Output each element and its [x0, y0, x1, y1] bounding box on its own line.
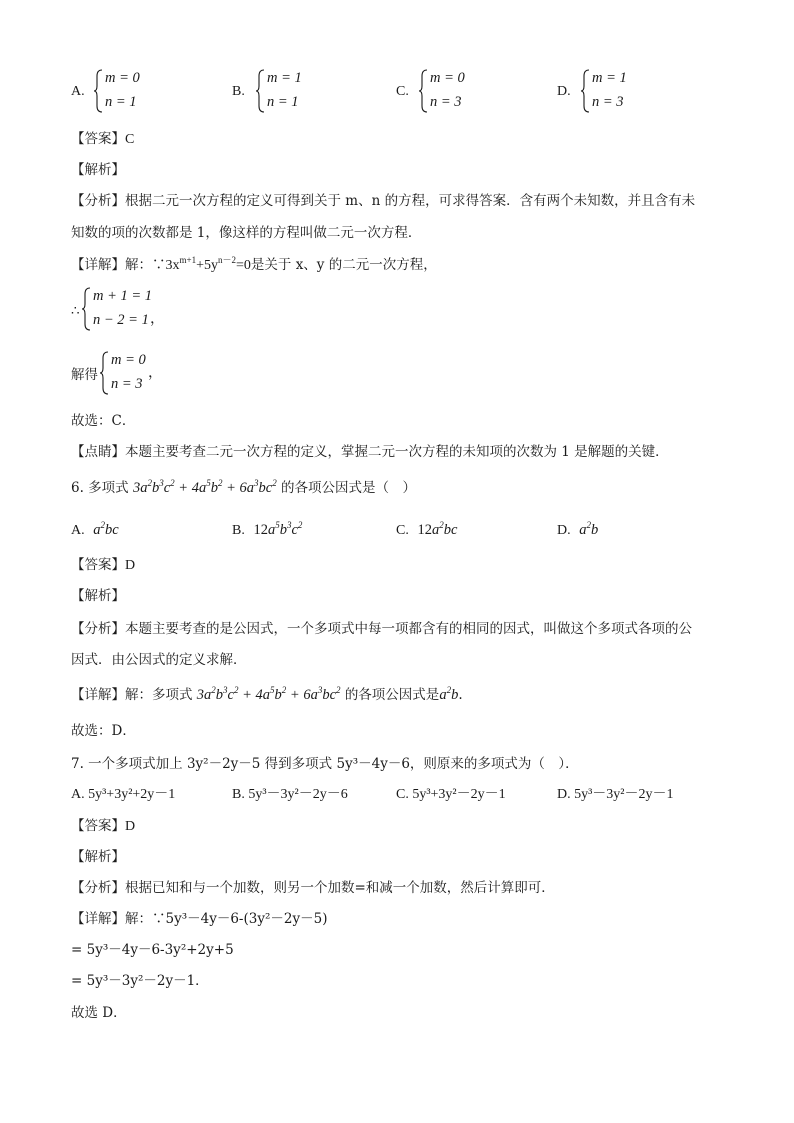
dianjing-tag: 【点睛】: [71, 444, 125, 460]
detail-tag: 【详解】: [71, 687, 125, 703]
q7-choose: 故选 D．: [71, 1005, 127, 1021]
answer-value: D: [125, 558, 136, 573]
q6-fenxi-line2: 因式．由公因式的定义求解．: [71, 652, 247, 668]
q6-stem: 6. 多项式 $3a^2b^3c^2 + 4a^5b^2 + 6a^3bc^2$ 的各项公因式是（ ）: [71, 478, 416, 496]
left-brace-icon: [82, 286, 92, 332]
q5-answer: [71, 130, 134, 149]
answer-tag: 【答案】: [71, 131, 125, 147]
equation-system: m = 1 n = 3: [581, 68, 641, 114]
fenxi-tag: 【分析】: [71, 880, 125, 896]
left-brace-icon: [94, 68, 104, 114]
q6-option-b: B. $12a^5b^3c^2$: [232, 520, 303, 538]
polynomial: $3a^2b^3c^2 + 4a^5b^2 + 6a^3bc^2$: [132, 478, 277, 496]
q7-analysis-tag: 【解析】: [71, 849, 125, 865]
equation-system-therefore: m + 1 = 1 n − 2 = 1 ，: [82, 286, 182, 332]
q5-detail: 【详解】解：$\because 3x^{m+1}+5y^{n-2}=0$是关于 x、y 的二元一次方程，: [71, 255, 437, 273]
answer-tag: 【答案】: [71, 818, 125, 834]
left-brace-icon: [256, 68, 266, 114]
polynomial: $3a^2b^3c^2 + 4a^5b^2 + 6a^3bc^2$: [196, 685, 341, 703]
q7-option-b: B. 5y³－3y²－2y－6: [232, 787, 348, 802]
left-brace-icon: [581, 68, 591, 114]
q5-option-letter: A.: [71, 84, 85, 99]
q5-dianjing: 【点睛】本题主要考查二元一次方程的定义，掌握二元一次方程的未知项的次数为 1 是解题的关键．: [71, 444, 669, 460]
q7-answer: [71, 817, 135, 836]
solve-label: 解得: [71, 367, 98, 383]
equation-system: m = 0 n = 1: [94, 68, 154, 114]
common-factor: $a^2b$: [439, 685, 459, 703]
q5-fenxi-line2: 知数的项的次数都是 1，像这样的方程叫做二元一次方程．: [71, 225, 422, 241]
equation-system: m = 1 n = 1: [256, 68, 316, 114]
q7-option-c: C. 5y³+3y²－2y－1: [396, 787, 506, 802]
q5-fenxi-line1: 【分析】根据二元一次方程的定义可得到关于 m、n 的方程，可求得答案．含有两个未知数，并且含有未: [71, 193, 696, 209]
q7-detail-line2: = 5y³－4y－6-3y²+2y+5: [71, 942, 234, 958]
q5-option-letter: D.: [557, 84, 571, 99]
q5-option-letter: B.: [232, 84, 245, 99]
q7-fenxi: 【分析】根据已知和与一个加数，则另一个加数=和减一个加数，然后计算即可．: [71, 880, 555, 896]
fenxi-tag: 【分析】: [71, 621, 125, 637]
q7-option-a: A. 5y³+3y²+2y－1: [71, 787, 176, 802]
therefore-symbol: ∴: [71, 303, 80, 319]
q6-detail: 【详解】解：多项式 $3a^2b^3c^2 + 4a^5b^2 + 6a^3bc^2$ 的各项公因式是$a^2b$.: [71, 685, 463, 703]
answer-value: D: [125, 819, 136, 834]
q6-option-d: D. $a^2b$: [557, 520, 599, 538]
q6-option-a: A. $a^2bc$: [71, 520, 119, 538]
left-brace-icon: [100, 350, 110, 396]
q6-choose: 故选：D．: [71, 723, 136, 739]
detail-tag: 【详解】: [71, 911, 125, 927]
answer-value: C: [125, 132, 135, 147]
q7-detail-line1: 【详解】解：∵5y³－4y－6-(3y²－2y－5): [71, 911, 328, 927]
q6-option-c: C. $12a^2bc$: [396, 520, 458, 538]
q5-option-letter: C.: [396, 84, 409, 99]
q6-fenxi-line1: 【分析】本题主要考查的是公因式，一个多项式中每一项都含有的相同的因式，叫做这个多项式各项的公: [71, 621, 692, 637]
q7-option-d: D. 5y³－3y²－2y－1: [557, 787, 674, 802]
answer-tag: 【答案】: [71, 557, 125, 573]
fenxi-tag: 【分析】: [71, 193, 125, 209]
q7-detail-line3: = 5y³－3y²－2y－1．: [71, 973, 209, 989]
q6-answer: [71, 556, 135, 575]
equation: $3x^{m+1}+5y^{n-2}=0$: [165, 255, 251, 273]
equation-system-solution: m = 0 n = 3 ，: [100, 350, 180, 396]
left-brace-icon: [419, 68, 429, 114]
q5-analysis-tag: 【解析】: [71, 162, 125, 178]
q7-stem: 7. 一个多项式加上 3y²－2y－5 得到多项式 5y³－4y－6，则原来的多项式为（ ）．: [71, 756, 579, 772]
detail-tag: 【详解】: [71, 257, 125, 273]
q5-choose: 故选：C．: [71, 413, 136, 429]
q6-analysis-tag: 【解析】: [71, 588, 125, 604]
equation-system: m = 0 n = 3: [419, 68, 479, 114]
